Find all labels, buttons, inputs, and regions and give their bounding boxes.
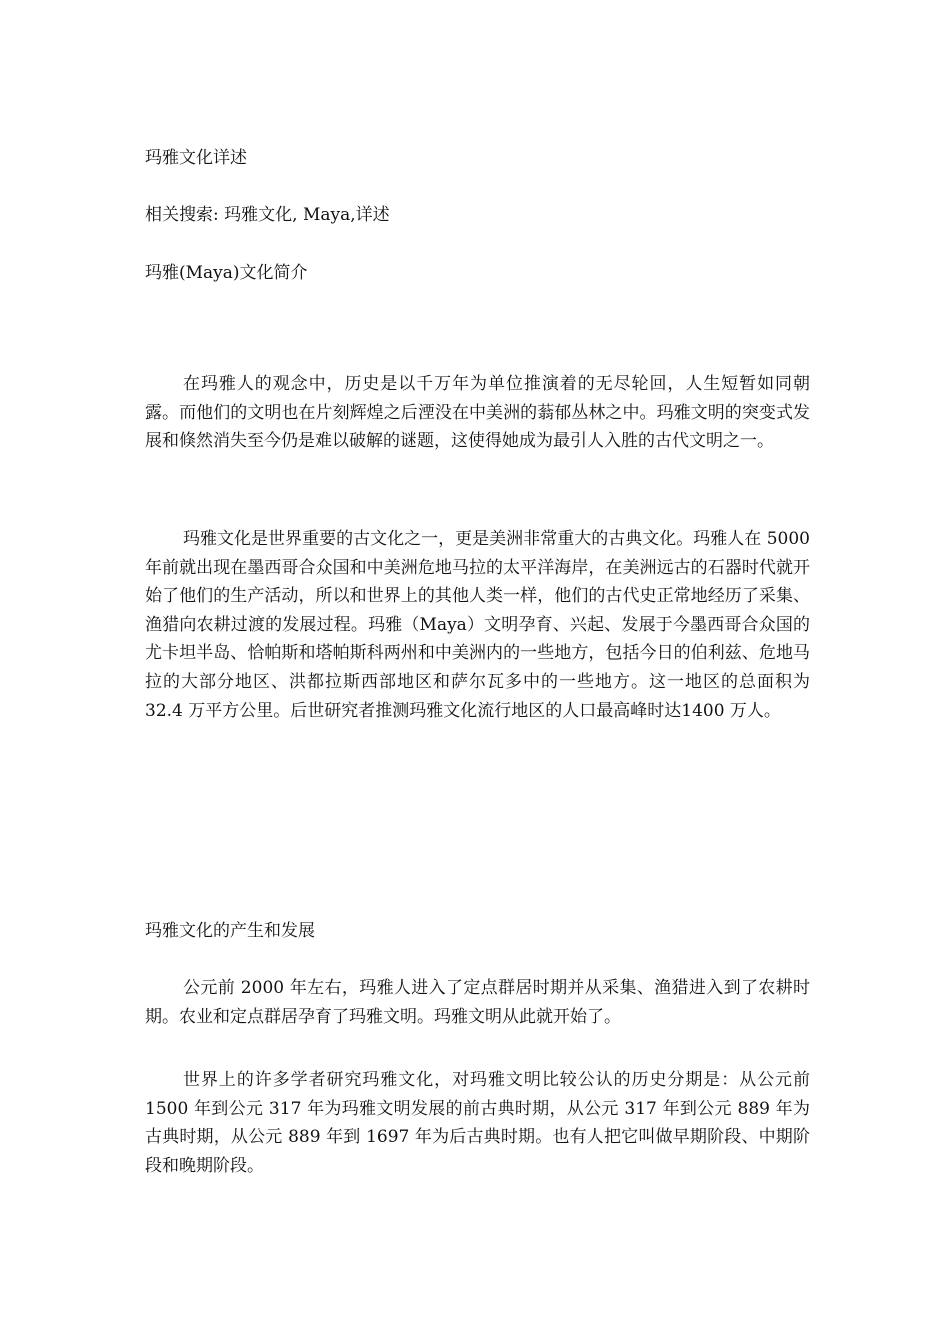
section-paragraph-1: 公元前 2000 年左右，玛雅人进入了定点群居时期并从采集、渔猎进入到了农耕时期。农业和定点群居孕育了玛雅文明。玛雅文明从此就开始了。: [145, 978, 810, 1027]
subtitle: 玛雅(Maya)文化简介: [145, 263, 308, 283]
document-title: 玛雅文化详述: [145, 148, 247, 168]
section-paragraph-2: 世界上的许多学者研究玛雅文化，对玛雅文明比较公认的历史分期是：从公元前 1500 年到公元 317 年为玛雅文明发展的前古典时期，从公元 317 年到公元 889 年为古典时期，从公元 889 年到 1697 年为后古典时期。也有人把它叫做早期阶段、中期阶段和晚期阶段。: [145, 1070, 810, 1176]
section-heading: 玛雅文化的产生和发展: [145, 921, 315, 941]
intro-paragraph-2: 玛雅文化是世界重要的古文化之一，更是美洲非常重大的古典文化。玛雅人在 5000 年前就出现在墨西哥合众国和中美洲危地马拉的太平洋海岸，在美洲远古的石器时代就开始了他们的生产活动，所以和世界上的其他人类一样，他们的古代史正常地经历了采集、渔猎向农耕过渡的发展过程。玛雅（Maya）文明孕育、兴起、发展于今墨西哥合众国的尤卡坦半岛、恰帕斯和塔帕斯科两州和中美洲内的一些地方，包括今日的伯利兹、危地马拉的大部分地区、洪都拉斯西部地区和萨尔瓦多中的一些地方。这一地区的总面积为 32.4 万平方公里。后世研究者推测玛雅文化流行地区的人口最高峰时达1400 万人。: [145, 529, 810, 721]
intro-paragraph-1: 在玛雅人的观念中，历史是以千万年为单位推演着的无尽轮回，人生短暂如同朝露。而他们的文明也在片刻辉煌之后湮没在中美洲的蓊郁丛林之中。玛雅文明的突变式发展和倏然消失至今仍是难以破解的谜题，这使得她成为最引人入胜的古代文明之一。: [145, 374, 810, 452]
related-search-line: 相关搜索: 玛雅文化, Maya,详述: [145, 205, 390, 225]
